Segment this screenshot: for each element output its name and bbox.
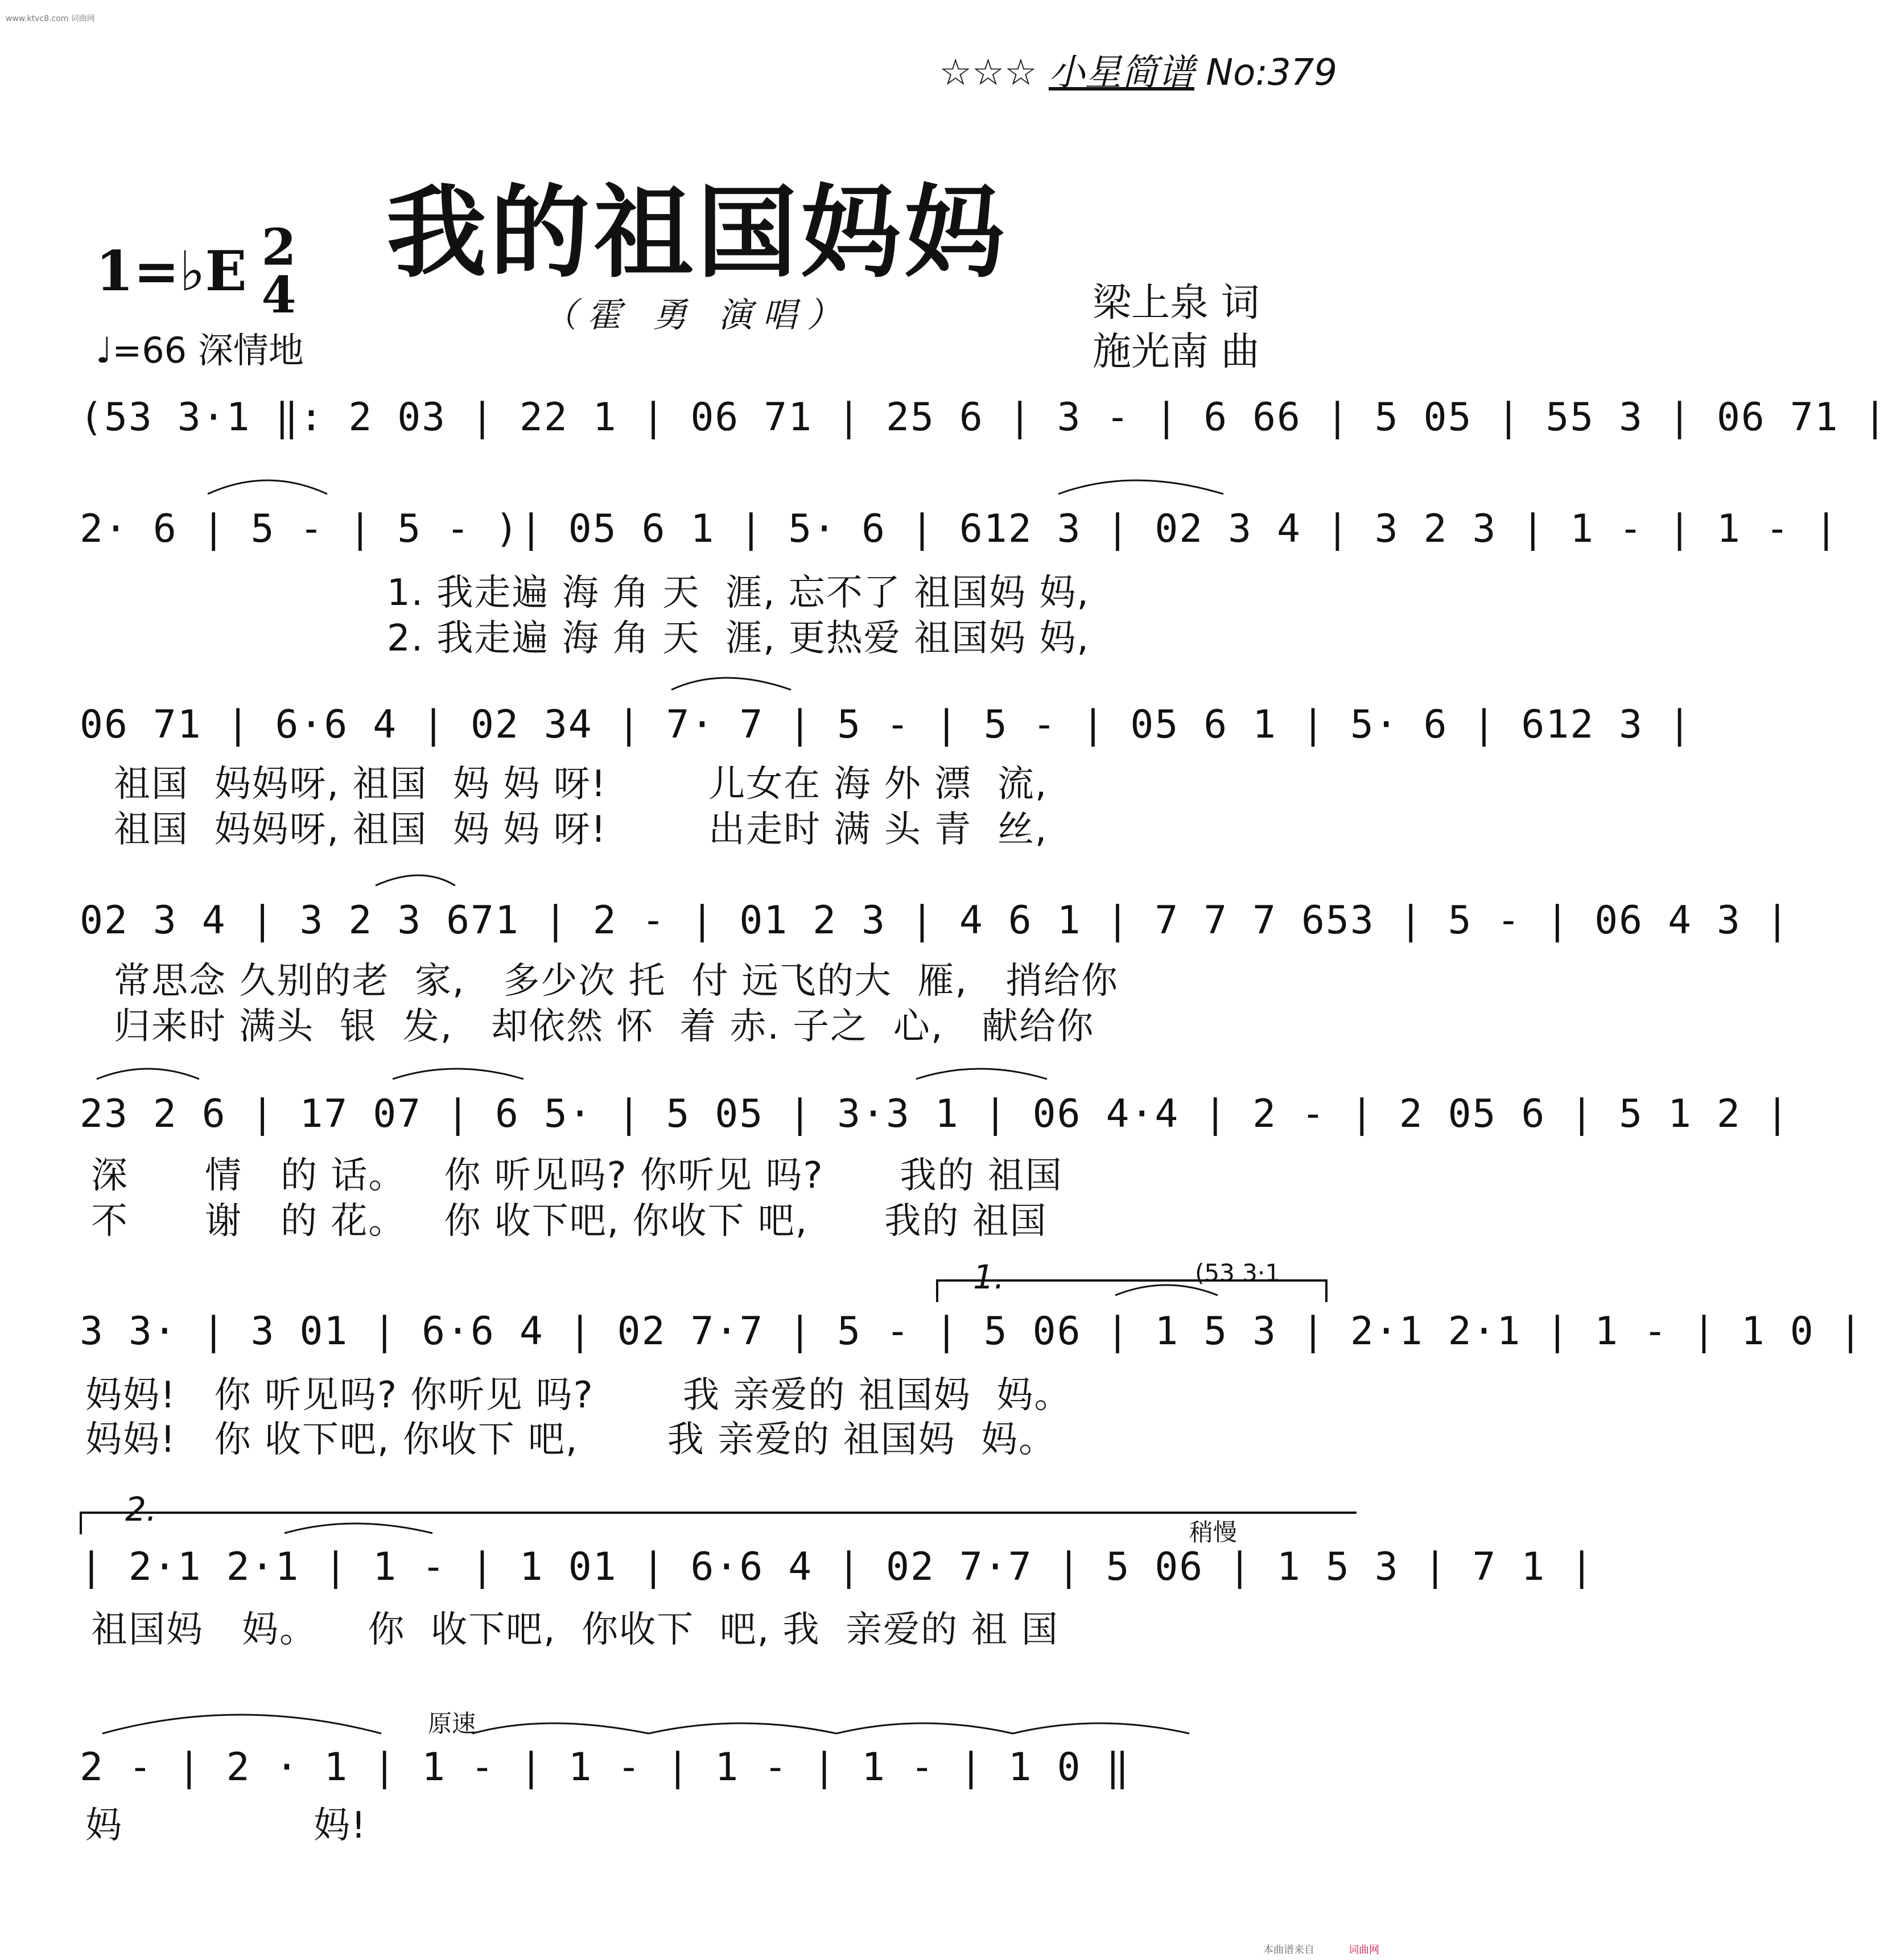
- slur-mark: [1013, 1723, 1189, 1733]
- score-system-7: | 2·1 2·1 | 1 - | 1 01 | 6·6 4 | 02 7·7 | 5 06 | 1 5 3 | 7 1 |: [80, 1545, 1595, 1590]
- lyric-line-4a: 常思念 久别的老 家, 多少次 托 付 远飞的大 雁, 捎给你: [114, 960, 1119, 1002]
- slur-mark: [102, 1715, 381, 1733]
- series-number: No:379: [1206, 52, 1337, 94]
- first-ending-label: 1.: [973, 1258, 1005, 1296]
- slur-mark: [97, 1069, 199, 1079]
- star-rating: ☆☆☆: [939, 52, 1037, 94]
- lyric-line-3b: 祖国 妈妈呀, 祖国 妈 妈 呀! 出走时 满 头 青 丝,: [114, 809, 1048, 851]
- score-system-4: 02 3 4 | 3 2 3 671 | 2 - | 01 2 3 | 4 6 1 | 7 7 7 653 | 5 - | 06 4 3 |: [80, 898, 1790, 943]
- slur-mark: [916, 1069, 1047, 1079]
- slur-mark: [376, 875, 455, 886]
- score-system-1: (53 3·1 ‖: 2 03 | 22 1 | 06 71 | 25 6 | 3 - | 6 66 | 5 05 | 55 3 | 06 71 |: [80, 395, 1888, 440]
- footer-site: 词曲网: [1349, 1944, 1379, 1956]
- score-system-5: 23 2 6 | 17 07 | 6 5· | 5 05 | 3·3 1 | 06 4·4 | 2 - | 2 05 6 | 5 1 2 |: [80, 1092, 1790, 1137]
- slur-mark: [208, 480, 327, 494]
- lyric-line-5a: 深 情 的 话。 你 听见吗? 你听见 吗? 我的 祖国: [91, 1155, 1063, 1197]
- slower-marking: 稍慢: [1189, 1518, 1238, 1546]
- score-system-3: 06 71 | 6·6 4 | 02 34 | 7· 7 | 5 - | 5 - | 05 6 1 | 5· 6 | 612 3 |: [80, 702, 1693, 747]
- series-name: 小星简谱: [1048, 52, 1194, 94]
- slur-mark: [1058, 480, 1223, 494]
- composer-credit: 施光南 曲: [1093, 330, 1260, 374]
- time-signature-bottom: 4: [261, 265, 296, 324]
- score-system-6: 3 3· | 3 01 | 6·6 4 | 02 7·7 | 5 - | 5 06 | 1 5 3 | 2·1 2·1 | 1 - | 1 0 |: [80, 1309, 1864, 1354]
- slur-mark: [1115, 1285, 1218, 1295]
- song-title: 我的祖国妈妈: [386, 174, 1008, 291]
- slur-mark: [472, 1723, 649, 1733]
- slur-mark: [285, 1523, 432, 1533]
- first-ending-pickup: (53 3·1: [1195, 1259, 1280, 1287]
- second-ending-label: 2.: [125, 1490, 157, 1529]
- score-system-2: 2· 6 | 5 - | 5 - )| 05 6 1 | 5· 6 | 612 3 | 02 3 4 | 3 2 3 | 1 - | 1 - |: [80, 507, 1839, 551]
- slur-mark: [649, 1723, 836, 1733]
- lyric-line-6a: 妈妈! 你 听见吗? 你听见 吗? 我 亲爱的 祖国妈 妈。: [85, 1374, 1072, 1417]
- slur-mark: [836, 1723, 1013, 1733]
- lyric-line-3a: 祖国 妈妈呀, 祖国 妈 妈 呀! 儿女在 海 外 漂 流,: [114, 763, 1048, 805]
- time-signature-top: 2: [261, 217, 296, 277]
- lyric-line-7: 祖国妈 妈。 你 收下吧, 你收下 吧, 我 亲爱的 祖 国: [91, 1609, 1059, 1651]
- footer-source: 本曲谱来自: [1263, 1944, 1314, 1956]
- site-watermark: www.ktvc8.com 词曲网: [6, 14, 95, 23]
- tempo-mark: ♩=66: [96, 330, 187, 371]
- key-signature: 1=♭E: [96, 239, 247, 303]
- original-tempo-marking: 原速: [428, 1710, 476, 1737]
- performer-line: （霍 勇 演唱）: [542, 295, 852, 335]
- lyric-line-4b: 归来时 满头 银 发, 却依然 怀 着 赤. 子之 心, 献给你: [114, 1006, 1095, 1048]
- lyric-line-2a: 1. 我走遍 海 角 天 涯, 忘不了 祖国妈 妈,: [387, 572, 1090, 614]
- lyricist-credit: 梁上泉 词: [1093, 281, 1260, 326]
- expression-mark: 深情地: [197, 330, 304, 371]
- slur-mark: [393, 1069, 523, 1079]
- lyric-line-2b: 2. 我走遍 海 角 天 涯, 更热爱 祖国妈 妈,: [387, 617, 1090, 660]
- lyric-line-5b: 不 谢 的 花。 你 收下吧, 你收下 吧, 我的 祖国: [91, 1200, 1048, 1242]
- lyric-line-6b: 妈妈! 你 收下吧, 你收下 吧, 我 亲爱的 祖国妈 妈。: [85, 1419, 1057, 1461]
- lyric-line-8: 妈 妈!: [85, 1805, 367, 1847]
- slur-mark: [671, 678, 791, 690]
- score-system-8: 2 - | 2 · 1 | 1 - | 1 - | 1 - | 1 - | 1 0 ‖: [80, 1745, 1131, 1790]
